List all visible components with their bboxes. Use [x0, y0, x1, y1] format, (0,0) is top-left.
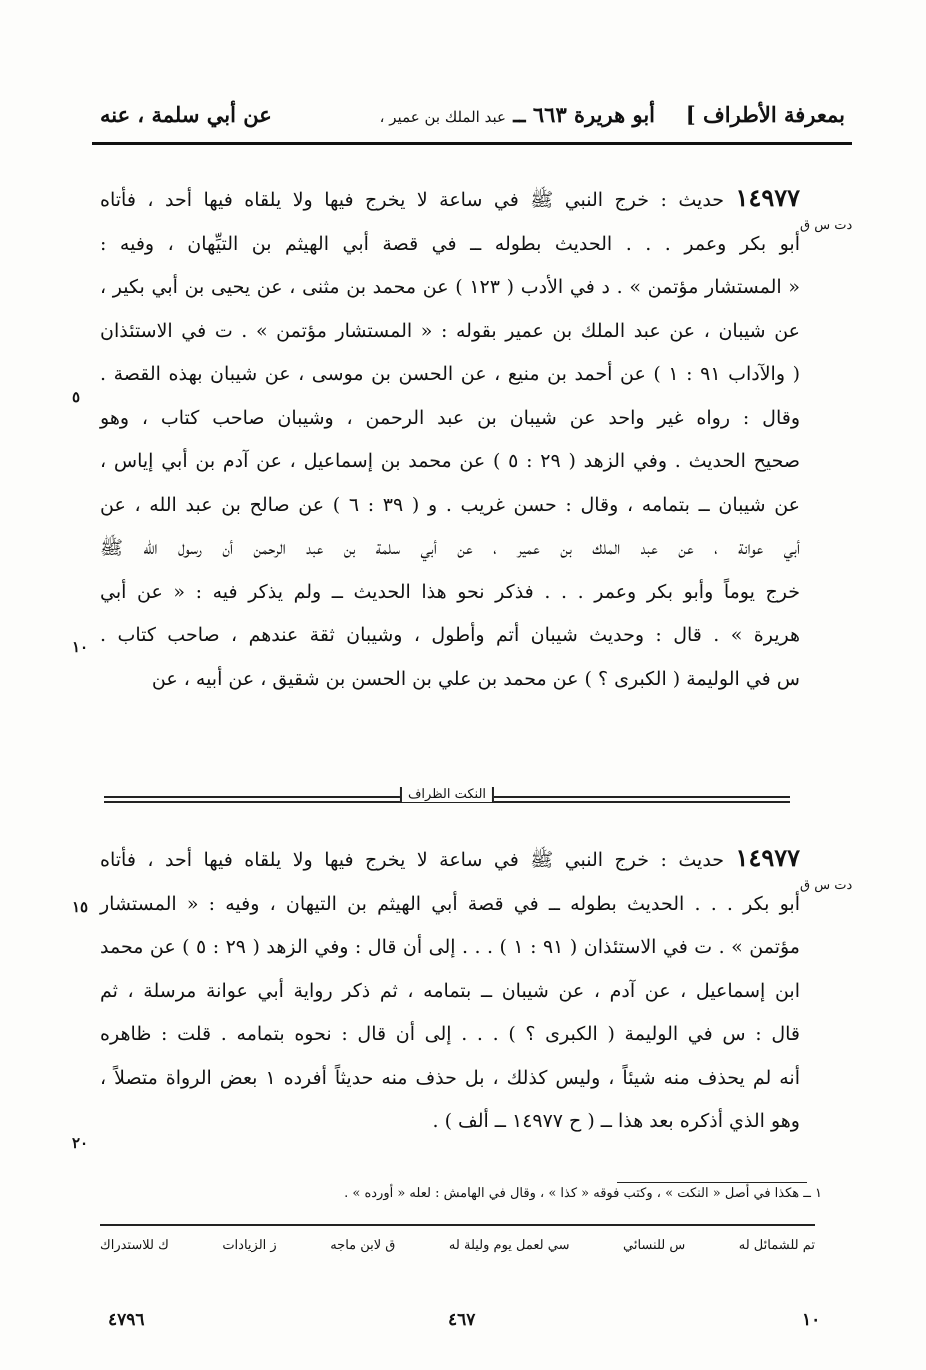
hadith-number: ١٤٩٧٧	[735, 843, 800, 872]
text-line: عن شيبان ، عن عبد الملك بن عمير بقوله : « المستشار مؤتمن » . ت في الاستئذان	[100, 319, 800, 342]
text-line: ( والآداب ٩١ : ١ ) عن أحمد بن منيع ، عن الحسن بن موسى ، عن شيبان بهذه القصة .	[100, 363, 800, 385]
text-line: أنه لم يحذف منه شيئاً ، وليس كذلك ، بل حذف منه حديثاً أفرده ١ بعض الرواة متصلاً ،	[100, 1066, 800, 1089]
line-number: ١٠	[72, 638, 89, 656]
legend-item: سي لعمل يوم وليلة له	[448, 1238, 570, 1253]
text-line: حديث : خرج النبي ﷺ في ساعة لا يخرج فيها ولا يلقاه فيها أحد ، فأتاه	[100, 189, 725, 211]
legend-item: تم للشمائل له	[738, 1238, 815, 1253]
header-chapter	[380, 102, 655, 127]
legend-item: ز الزيادات	[222, 1238, 277, 1253]
folio-left: ٤٧٩٦	[108, 1310, 145, 1330]
header-chapter-main: أبو هريرة ٦٦٣ ــ	[513, 102, 655, 127]
sigla-marker: دت س ق	[800, 878, 853, 893]
divider-label: النكت الظراف	[400, 787, 494, 802]
legend-item: ك للاستدراك	[100, 1238, 169, 1253]
line-number: ٥	[72, 388, 81, 406]
text-line: حديث : خرج النبي ﷺ في ساعة لا يخرج فيها ولا يلقاه فيها أحد ، فأتاه	[100, 849, 725, 871]
folio-right: ١٠	[802, 1310, 821, 1330]
line-number: ١٥	[72, 898, 89, 916]
abbreviation-legend	[100, 1238, 815, 1253]
legend-item: ق لابن ماجه	[330, 1238, 396, 1253]
legend-item: س للنسائي	[623, 1238, 686, 1253]
text-line: عن شيبان ــ بتمامه ، وقال : حسن غريب . و ( ٣٩ : ٦ ) عن صالح بن عبد الله ، عن	[100, 493, 801, 516]
running-header	[100, 96, 845, 134]
line-number: ٢٠	[72, 1134, 89, 1152]
nukat-section	[100, 836, 800, 1144]
page-number: ٤٦٧	[448, 1310, 476, 1330]
hadith-number: ١٤٩٧٧	[735, 183, 800, 212]
footnote: ١ ــ هكذا في أصل « النكت » ، وكتب فوقه « كذا » ، وقال في الهامش : لعله « أورده » .	[344, 1186, 822, 1201]
sigla-marker: دت س ق	[800, 218, 853, 233]
header-chapter-sub: عبد الملك بن عمير ،	[379, 108, 506, 126]
text-line: قال : س في الوليمة ( الكبرى ؟ ) . . . إلى أن قال : نحوه بتمامه . قلت : ظاهره	[100, 1023, 800, 1045]
text-line: مؤتمن » . ت في الاستئذان ( ٩١ : ١ ) . . . إلى أن قال : وفي الزهد ( ٢٩ : ٥ ) عن محمد	[100, 936, 800, 958]
footnote-rule	[617, 1182, 807, 1183]
text-line: س في الوليمة ( الكبرى ؟ ) عن محمد بن علي بن الحسن بن شقيق ، عن أبيه ، عن	[151, 667, 800, 690]
text-line: صحيح الحديث . وفي الزهد ( ٢٩ : ٥ ) عن محمد بن إسماعيل ، عن آدم بن أبي إياس ،	[100, 450, 800, 472]
header-book-title: بمعرفة الأطراف ]	[685, 102, 845, 127]
text-line: وهو الذي أذكره بعد هذا ــ ( ح ١٤٩٧٧ ــ ألف ) .	[432, 1110, 800, 1132]
text-line: أبو بكر وعمر . . . الحديث بطوله ــ في قصة أبي الهيثم بن التيِّهان ، وفيه :	[100, 232, 800, 255]
text-line: ابن إسماعيل ، عن آدم ، عن شيبان ــ بتمامه ، ثم ذكر رواية أبي عوانة مرسلة ، ثم	[100, 979, 800, 1002]
legend-rule	[100, 1224, 815, 1226]
text-line: هريرة » . قال : وحديث شيبان أتم وأطول ، وشيبان ثقة عندهم ، صاحب كتاب .	[100, 624, 800, 646]
text-line: « المستشار مؤتمن » . د في الأدب ( ١٢٣ ) عن محمد بن مثنى ، عن يحيى بن أبي بكير ،	[100, 276, 800, 298]
main-text-section	[100, 176, 800, 701]
text-line: خرج يوماً وأبو بكر وعمر . . . فذكر نحو هذا الحديث ــ ولم يذكر فيه : « عن أبي	[100, 580, 800, 603]
text-line: أبي عوانة ، عن عبد الملك بن عمير ، عن أبي سلمة بن عبد الرحمن أن رسول الله ﷺ	[100, 537, 800, 559]
text-line: وقال : رواه غير واحد عن شيبان بن عبد الرحمن ، وشيبان صاحب كتاب ، وهو	[100, 406, 800, 429]
text-line: أبو بكر . . . الحديث بطوله ــ في قصة أبي الهيثم بن التيهان ، وفيه : « المستشار	[100, 892, 800, 915]
header-chain: عن أبي سلمة ، عنه	[100, 102, 272, 127]
header-rule	[92, 142, 852, 145]
section-divider	[104, 787, 790, 806]
